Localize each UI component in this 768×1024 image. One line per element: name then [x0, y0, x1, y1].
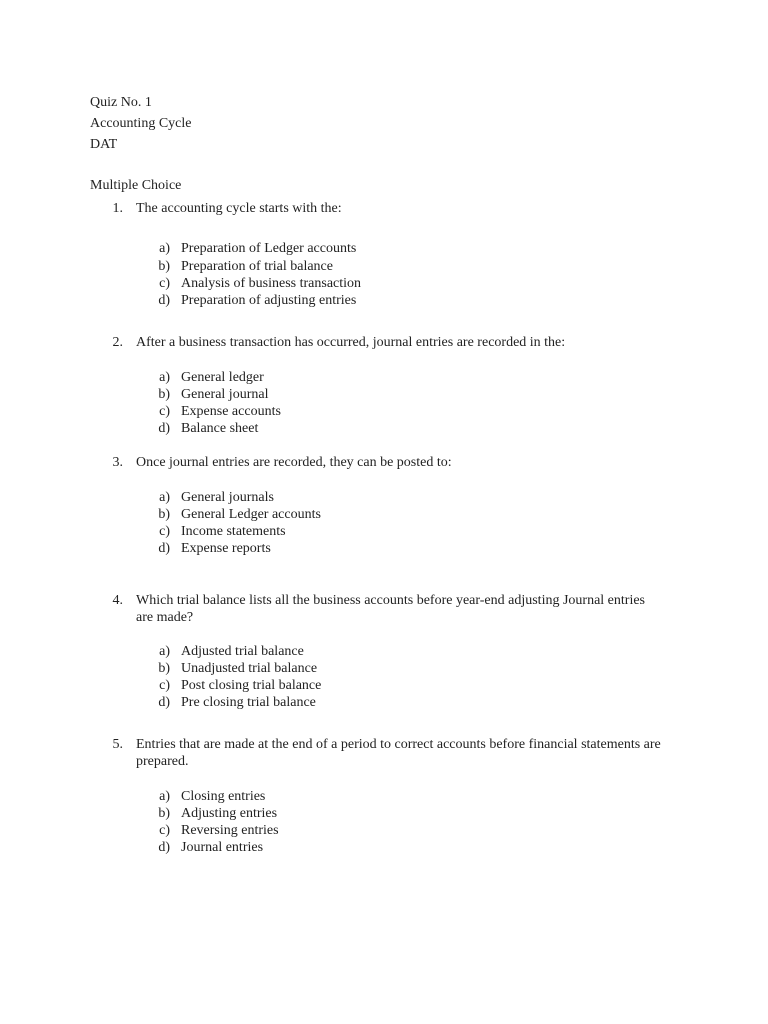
option-text: General journals	[181, 490, 274, 505]
option-text: Preparation of adjusting entries	[181, 293, 357, 308]
option-letter: b)	[158, 806, 170, 821]
section-title: Multiple Choice	[90, 178, 182, 193]
option-letter: c)	[159, 276, 170, 291]
option-text: Preparation of Ledger accounts	[181, 241, 357, 256]
question-number: 1.	[112, 201, 123, 216]
option-letter: c)	[159, 678, 170, 693]
quiz-name: DAT	[90, 137, 118, 152]
option-text: Adjusting entries	[181, 806, 278, 821]
question-text: The accounting cycle starts with the:	[136, 201, 342, 216]
question-text: Once journal entries are recorded, they can be posted to:	[136, 455, 452, 470]
option-letter: a)	[159, 490, 170, 505]
option-text: Pre closing trial balance	[181, 695, 316, 710]
question-text: Which trial balance lists all the business accounts before year-end adjusting Journal entries	[136, 593, 645, 608]
option-text: Closing entries	[181, 789, 266, 804]
option-letter: b)	[158, 259, 170, 274]
option-letter: b)	[158, 507, 170, 522]
option-letter: c)	[159, 404, 170, 419]
question-number: 4.	[112, 593, 123, 608]
option-letter: a)	[159, 789, 170, 804]
option-letter: d)	[158, 421, 170, 436]
question-text: Entries that are made at the end of a period to correct accounts before financial statements are	[136, 737, 661, 752]
option-text: Preparation of trial balance	[181, 259, 333, 274]
option-letter: c)	[159, 823, 170, 838]
question-text: After a business transaction has occurred, journal entries are recorded in the:	[136, 335, 566, 350]
option-text: Reversing entries	[181, 823, 279, 838]
option-letter: a)	[159, 644, 170, 659]
option-letter: d)	[158, 695, 170, 710]
option-letter: a)	[159, 370, 170, 385]
option-text: General journal	[181, 387, 269, 402]
option-letter: a)	[159, 241, 170, 256]
option-text: Post closing trial balance	[181, 678, 322, 693]
option-text: General ledger	[181, 370, 264, 385]
option-text: Analysis of business transaction	[181, 276, 362, 291]
option-text: Adjusted trial balance	[181, 644, 304, 659]
option-letter: d)	[158, 840, 170, 855]
quiz-number: Quiz No. 1	[90, 95, 152, 110]
option-letter: c)	[159, 524, 170, 539]
option-letter: b)	[158, 387, 170, 402]
option-text: General Ledger accounts	[181, 507, 321, 522]
option-letter: d)	[158, 541, 170, 556]
option-letter: b)	[158, 661, 170, 676]
option-text: Balance sheet	[181, 421, 259, 436]
question-text-continued: are made?	[136, 610, 194, 625]
option-text: Expense accounts	[181, 404, 281, 419]
option-letter: d)	[158, 293, 170, 308]
question-text-continued: prepared.	[136, 754, 189, 769]
option-text: Unadjusted trial balance	[181, 661, 318, 676]
question-number: 2.	[112, 335, 123, 350]
option-text: Income statements	[181, 524, 286, 539]
quiz-topic: Accounting Cycle	[90, 116, 192, 131]
question-number: 5.	[112, 737, 123, 752]
option-text: Expense reports	[181, 541, 271, 556]
question-number: 3.	[112, 455, 123, 470]
option-text: Journal entries	[181, 840, 264, 855]
